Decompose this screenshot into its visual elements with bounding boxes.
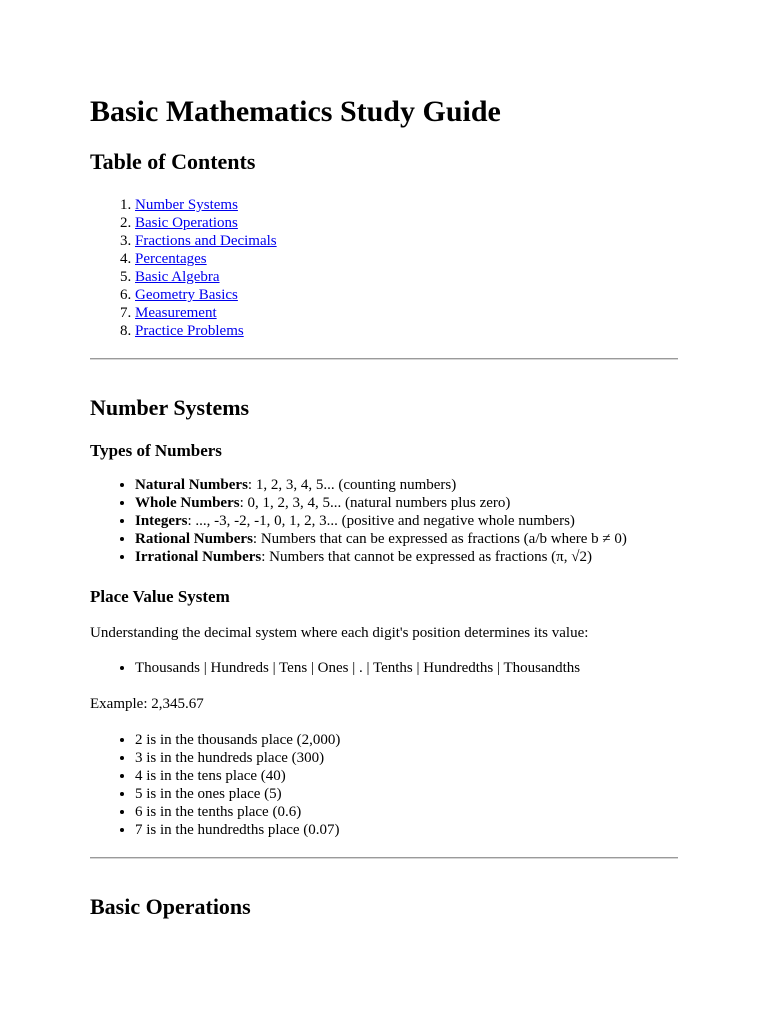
subheading-types-of-numbers: Types of Numbers bbox=[90, 441, 222, 460]
toc-item bbox=[135, 214, 678, 232]
toc-list bbox=[90, 196, 678, 340]
section-heading-basic-operations: Basic Operations bbox=[90, 894, 251, 919]
place-value-breakdown-list bbox=[90, 731, 678, 839]
term-description: : Numbers that can be expressed as fractions (a/b where b ≠ 0) bbox=[252, 531, 627, 547]
section-divider bbox=[90, 358, 678, 360]
list-item bbox=[135, 530, 678, 548]
term: Irrational Numbers bbox=[135, 549, 262, 565]
toc-item bbox=[135, 304, 678, 322]
types-of-numbers-list bbox=[90, 476, 678, 566]
toc-link-number-systems[interactable]: Number Systems bbox=[135, 197, 238, 213]
list-item: • 6 is in the tenths place (0.6) bbox=[135, 803, 678, 821]
toc-link-measurement[interactable]: Measurement bbox=[135, 305, 217, 321]
toc-item bbox=[135, 322, 678, 340]
toc-link-percentages[interactable]: Percentages bbox=[135, 251, 207, 267]
toc-link-basic-operations[interactable]: Basic Operations bbox=[135, 215, 238, 231]
list-item: • 2 is in the thousands place (2,000) bbox=[135, 731, 678, 749]
place-value-intro: Understanding the decimal system where each digit's position determines its value: bbox=[90, 625, 589, 641]
list-item bbox=[135, 494, 678, 512]
document-page bbox=[90, 0, 678, 921]
term: Integers bbox=[135, 513, 188, 529]
term: Rational Numbers bbox=[135, 531, 253, 547]
section-heading-number-systems: Number Systems bbox=[90, 395, 250, 420]
term-description: : ..., -3, -2, -1, 0, 1, 2, 3... (positive and negative whole numbers) bbox=[187, 513, 575, 529]
term-description: : 0, 1, 2, 3, 4, 5... (natural numbers plus zero) bbox=[239, 495, 511, 511]
toc-item bbox=[135, 268, 678, 286]
list-item: • Thousands | Hundreds | Tens | Ones | . | Tenths | Hundredths | Thousandths bbox=[135, 659, 678, 677]
place-value-example: Example: 2,345.67 bbox=[90, 696, 204, 712]
toc-heading: Table of Contents bbox=[90, 149, 256, 174]
list-item: • 5 is in the ones place (5) bbox=[135, 785, 678, 803]
toc-link-basic-algebra[interactable]: Basic Algebra bbox=[135, 269, 220, 285]
term: Whole Numbers bbox=[135, 495, 240, 511]
page-title: Basic Mathematics Study Guide bbox=[90, 95, 501, 128]
toc-link-geometry-basics[interactable]: Geometry Basics bbox=[135, 287, 238, 303]
term-description: : 1, 2, 3, 4, 5... (counting numbers) bbox=[247, 477, 457, 493]
list-item bbox=[135, 512, 678, 530]
list-item: • 7 is in the hundredths place (0.07) bbox=[135, 821, 678, 839]
section-divider bbox=[90, 857, 678, 859]
list-item: • 4 is in the tens place (40) bbox=[135, 767, 678, 785]
toc-item bbox=[135, 232, 678, 250]
toc-link-practice-problems[interactable]: Practice Problems bbox=[135, 323, 244, 339]
subheading-place-value-system: Place Value System bbox=[90, 587, 230, 606]
term: Natural Numbers bbox=[135, 477, 248, 493]
toc-item bbox=[135, 196, 678, 214]
term-description: : Numbers that cannot be expressed as fractions (π, √2) bbox=[261, 549, 592, 565]
list-item bbox=[135, 548, 678, 566]
list-item: • 3 is in the hundreds place (300) bbox=[135, 749, 678, 767]
place-value-columns-list bbox=[90, 659, 678, 677]
toc-link-fractions-decimals[interactable]: Fractions and Decimals bbox=[135, 233, 277, 249]
toc-item bbox=[135, 286, 678, 304]
list-item bbox=[135, 476, 678, 494]
toc-item bbox=[135, 250, 678, 268]
